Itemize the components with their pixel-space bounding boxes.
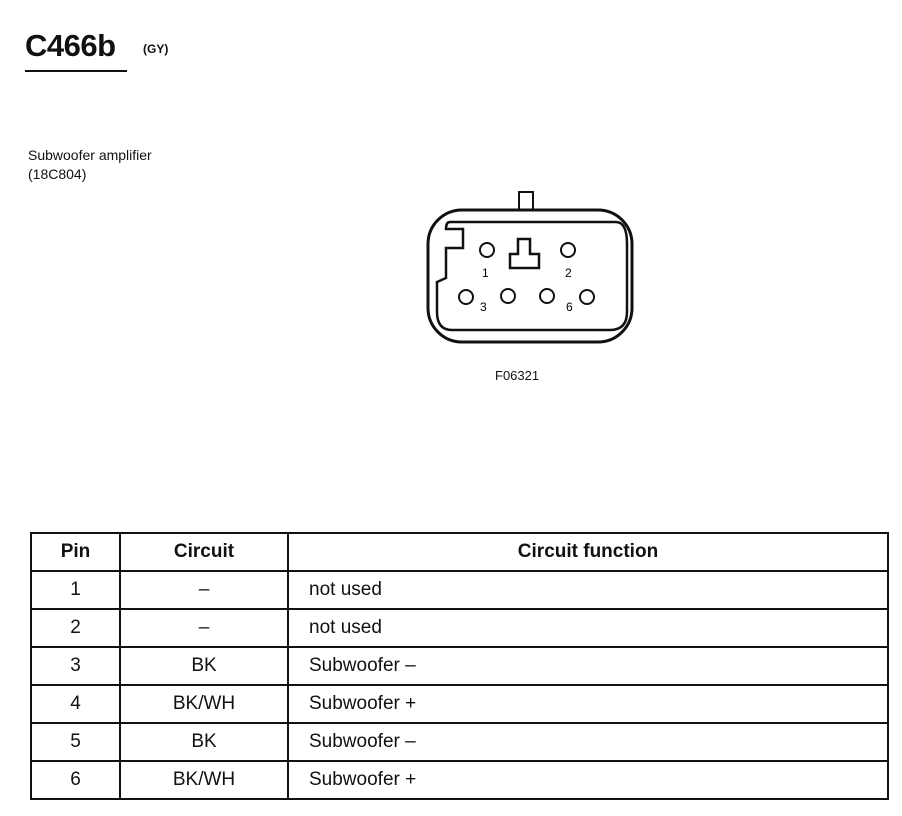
cell-circuit: BK/WH xyxy=(120,685,288,723)
cell-circuit: – xyxy=(120,571,288,609)
pin-hole-6 xyxy=(580,290,594,304)
cell-pin: 2 xyxy=(31,609,120,647)
cell-function: Subwoofer – xyxy=(288,723,888,761)
table-row xyxy=(31,647,888,685)
connector-cavity xyxy=(437,222,627,330)
cell-function: not used xyxy=(288,609,888,647)
pin-hole-2 xyxy=(561,243,575,257)
component-name: Subwoofer amplifier xyxy=(28,147,152,163)
table-row xyxy=(31,761,888,799)
header-circuit: Circuit xyxy=(120,533,288,571)
cell-pin: 4 xyxy=(31,685,120,723)
header-pin: Pin xyxy=(31,533,120,571)
pin-hole-3 xyxy=(459,290,473,304)
cell-function: not used xyxy=(288,571,888,609)
header-circuit-function: Circuit function xyxy=(288,533,888,571)
cell-function: Subwoofer + xyxy=(288,761,888,799)
pin-hole-5 xyxy=(540,289,554,303)
cell-circuit: – xyxy=(120,609,288,647)
pin-label-6: 6 xyxy=(566,300,573,314)
table-row xyxy=(31,685,888,723)
cell-pin: 3 xyxy=(31,647,120,685)
connector-color: (GY) xyxy=(143,42,169,56)
cell-circuit: BK xyxy=(120,647,288,685)
cell-pin: 5 xyxy=(31,723,120,761)
cell-pin: 1 xyxy=(31,571,120,609)
cell-function: Subwoofer + xyxy=(288,685,888,723)
pin-hole-1 xyxy=(480,243,494,257)
pin-label-2: 2 xyxy=(565,266,572,280)
pin-table xyxy=(30,532,889,800)
cell-circuit: BK xyxy=(120,723,288,761)
cell-circuit: BK/WH xyxy=(120,761,288,799)
component-label xyxy=(28,146,152,184)
figure-code: F06321 xyxy=(495,368,540,383)
table-row xyxy=(31,723,888,761)
connector-face-diagram xyxy=(420,184,640,354)
table-header-row xyxy=(31,533,888,571)
pin-label-3: 3 xyxy=(480,300,487,314)
table-row xyxy=(31,609,888,647)
cell-function: Subwoofer – xyxy=(288,647,888,685)
pin-label-1: 1 xyxy=(482,266,489,280)
connector-title xyxy=(25,28,169,64)
connector-id: C466b xyxy=(25,28,116,63)
table-row xyxy=(31,571,888,609)
cell-pin: 6 xyxy=(31,761,120,799)
title-underline xyxy=(25,70,127,72)
pin-hole-4 xyxy=(501,289,515,303)
component-part-number: (18C804) xyxy=(28,166,87,182)
